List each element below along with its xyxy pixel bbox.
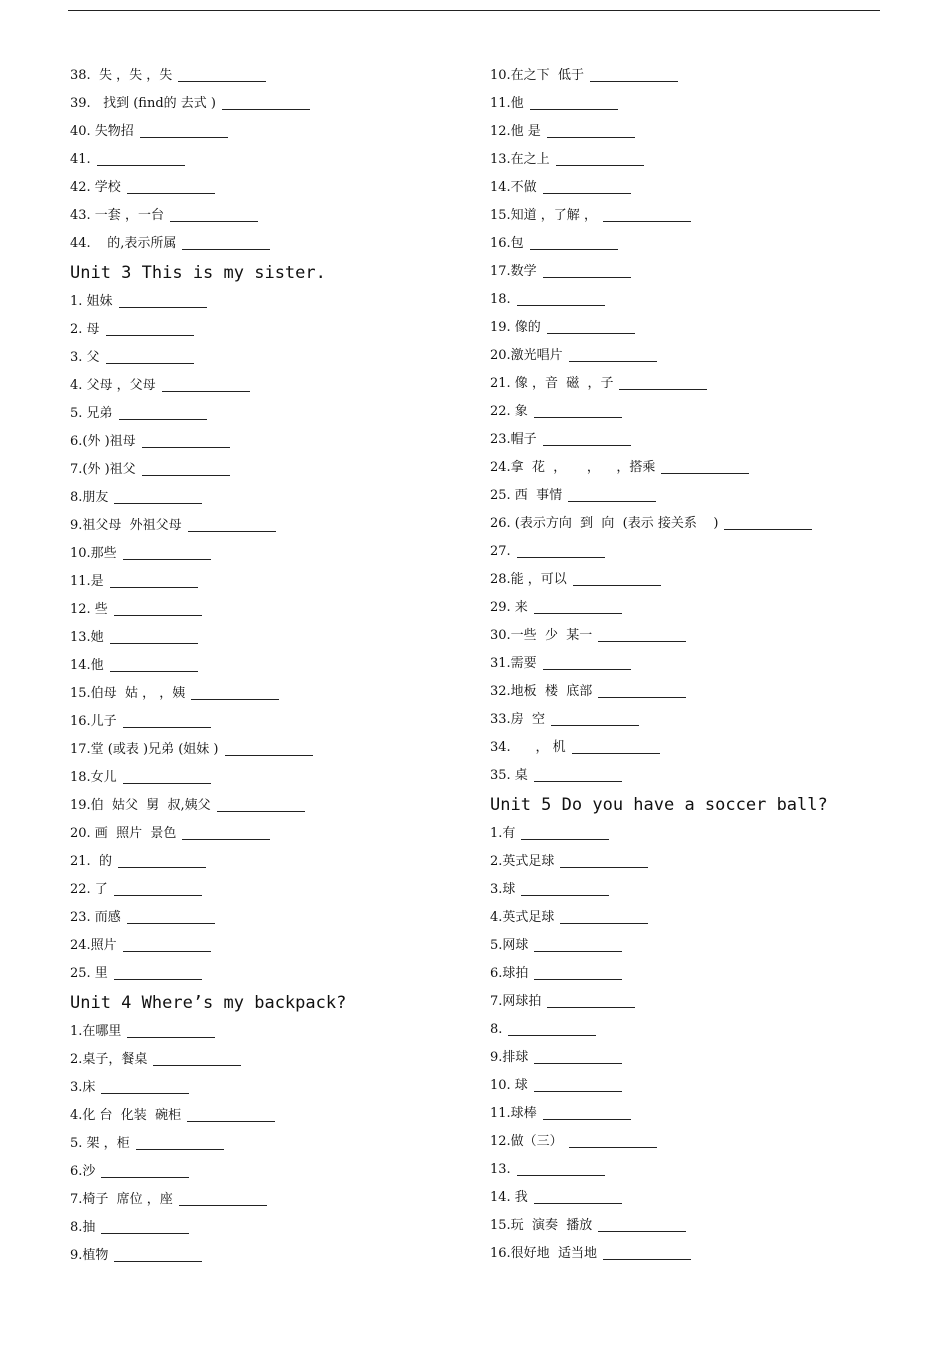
answer-blank[interactable]: [222, 109, 310, 110]
answer-blank[interactable]: [590, 81, 678, 82]
vocab-item: [490, 398, 910, 426]
answer-blank[interactable]: [556, 165, 644, 166]
answer-blank[interactable]: [534, 1091, 622, 1092]
answer-blank[interactable]: [114, 895, 202, 896]
answer-blank[interactable]: [140, 137, 228, 138]
vocab-item: [490, 146, 910, 174]
vocab-prompt: 11.球棒: [490, 1106, 537, 1121]
answer-blank[interactable]: [661, 473, 749, 474]
vocab-prompt: 8.抽: [70, 1220, 96, 1235]
vocab-prompt: 3.床: [70, 1080, 96, 1095]
answer-blank[interactable]: [114, 615, 202, 616]
answer-blank[interactable]: [543, 445, 631, 446]
vocab-prompt: 2. 母: [70, 322, 100, 337]
vocab-prompt: 6.球拍: [490, 966, 529, 981]
vocab-item: [490, 678, 910, 706]
answer-blank[interactable]: [123, 783, 211, 784]
vocab-prompt: 12.做（三）: [490, 1134, 563, 1149]
vocab-item: [490, 1212, 910, 1240]
vocab-item: [490, 762, 910, 790]
answer-blank[interactable]: [517, 557, 605, 558]
vocab-prompt: 1. 姐妹: [70, 294, 113, 309]
vocab-item: [490, 174, 910, 202]
vocab-prompt: 9.排球: [490, 1050, 529, 1065]
vocab-prompt: 23.帽子: [490, 432, 537, 447]
answer-blank[interactable]: [508, 1035, 596, 1036]
vocab-prompt: 16.包: [490, 236, 524, 251]
vocab-item: [70, 1186, 470, 1214]
vocab-item: [490, 734, 910, 762]
answer-blank[interactable]: [136, 1149, 224, 1150]
vocab-prompt: 16.儿子: [70, 714, 117, 729]
vocab-item: [70, 1046, 470, 1074]
vocab-item: [70, 400, 470, 428]
vocab-item: [70, 230, 470, 258]
vocab-item: [70, 1158, 470, 1186]
vocab-item: [490, 1128, 910, 1156]
vocab-prompt: 23. 而感: [70, 910, 121, 925]
vocab-prompt: 22. 了: [70, 882, 108, 897]
answer-blank[interactable]: [569, 361, 657, 362]
vocab-item: [490, 510, 910, 538]
vocab-item: [70, 876, 470, 904]
vocab-item: [490, 90, 910, 118]
vocab-prompt: 3. 父: [70, 350, 100, 365]
answer-blank[interactable]: [573, 585, 661, 586]
vocab-item: [70, 1018, 470, 1046]
vocab-prompt: 7.椅子 席位 ，座: [70, 1192, 173, 1207]
answer-blank[interactable]: [188, 531, 276, 532]
vocab-item: [490, 904, 910, 932]
vocab-prompt: 35. 桌: [490, 768, 528, 783]
vocab-prompt: 29. 来: [490, 600, 528, 615]
vocab-item: [490, 1240, 910, 1268]
vocab-prompt: 20.激光唱片: [490, 348, 563, 363]
vocab-prompt: 1.在哪里: [70, 1024, 122, 1039]
answer-blank[interactable]: [114, 979, 202, 980]
answer-blank[interactable]: [142, 447, 230, 448]
vocab-prompt: 10.那些: [70, 546, 117, 561]
vocab-prompt: 14.他: [70, 658, 104, 673]
vocab-prompt: 7.网球拍: [490, 994, 542, 1009]
vocab-item: [490, 1072, 910, 1100]
answer-blank[interactable]: [603, 221, 691, 222]
vocab-prompt: 24.照片: [70, 938, 117, 953]
answer-blank[interactable]: [547, 1007, 635, 1008]
vocab-prompt: 19.伯 姑父 舅 叔,姨父: [70, 798, 211, 813]
vocab-item: [490, 1044, 910, 1072]
vocab-item: [490, 230, 910, 258]
vocab-prompt: 39. 找到 (find的 去式 ): [70, 96, 216, 111]
answer-blank[interactable]: [101, 1177, 189, 1178]
vocab-prompt: 14. 我: [490, 1190, 528, 1205]
answer-blank[interactable]: [598, 697, 686, 698]
vocab-item: [70, 288, 470, 316]
answer-blank[interactable]: [534, 1203, 622, 1204]
vocab-item: [490, 454, 910, 482]
vocab-item: [490, 426, 910, 454]
vocab-prompt: 31.需要: [490, 656, 537, 671]
vocab-item: [490, 258, 910, 286]
left-column: [70, 62, 470, 1270]
answer-blank[interactable]: [118, 867, 206, 868]
answer-blank[interactable]: [530, 109, 618, 110]
vocab-item: [490, 820, 910, 848]
vocab-prompt: 2.英式足球: [490, 854, 555, 869]
vocab-prompt: 12. 些: [70, 602, 108, 617]
vocab-prompt: 8.: [490, 1022, 503, 1037]
vocab-item: [490, 988, 910, 1016]
vocab-prompt: 42. 学校: [70, 180, 121, 195]
vocab-item: [490, 566, 910, 594]
vocab-item: [70, 792, 470, 820]
vocab-item: [70, 1102, 470, 1130]
answer-blank[interactable]: [534, 781, 622, 782]
vocab-prompt: 28.能 ，可以: [490, 572, 567, 587]
vocab-prompt: 15.知道 ，了解 ，: [490, 208, 597, 223]
vocab-prompt: 4. 父母 ，父母: [70, 378, 156, 393]
vocab-prompt: 13.: [490, 1162, 511, 1177]
vocab-prompt: 3.球: [490, 882, 516, 897]
vocab-item: [490, 848, 910, 876]
answer-blank[interactable]: [123, 559, 211, 560]
vocab-item: [70, 1214, 470, 1242]
answer-blank[interactable]: [127, 923, 215, 924]
answer-blank[interactable]: [547, 333, 635, 334]
vocab-item: [490, 286, 910, 314]
unit-heading: Unit 5 Do you have a soccer ball?: [490, 795, 828, 815]
vocab-item: [70, 764, 470, 792]
answer-blank[interactable]: [543, 193, 631, 194]
answer-blank[interactable]: [110, 643, 198, 644]
vocab-prompt: 18.: [490, 292, 511, 307]
vocab-prompt: 24.拿 花 ， ， ，搭乘: [490, 460, 656, 475]
vocab-prompt: 13.在之上: [490, 152, 550, 167]
vocab-item: [70, 512, 470, 540]
answer-blank[interactable]: [603, 1259, 691, 1260]
vocab-item: [70, 316, 470, 344]
answer-blank[interactable]: [101, 1233, 189, 1234]
vocab-item: [70, 960, 470, 988]
answer-blank[interactable]: [123, 727, 211, 728]
vocab-prompt: 14.不做: [490, 180, 537, 195]
vocab-prompt: 26. (表示方向 到 向 (表示 接关系 ): [490, 516, 719, 531]
answer-blank[interactable]: [170, 221, 258, 222]
vocab-prompt: 30.一些 少 某一: [490, 628, 593, 643]
right-column: [490, 62, 910, 1268]
vocab-prompt: 34. ， 机: [490, 740, 566, 755]
vocab-item: [490, 960, 910, 988]
answer-blank[interactable]: [182, 839, 270, 840]
vocab-item: [490, 1156, 910, 1184]
vocab-prompt: 12.他 是: [490, 124, 541, 139]
vocab-prompt: 6.沙: [70, 1164, 96, 1179]
vocab-item: [70, 680, 470, 708]
unit-heading: Unit 4 Where’s my backpack?: [70, 993, 347, 1013]
vocab-prompt: 25. 西 事情: [490, 488, 563, 503]
top-rule: [68, 10, 880, 11]
answer-blank[interactable]: [547, 137, 635, 138]
answer-blank[interactable]: [142, 475, 230, 476]
vocab-prompt: 4.化 台 化装 碗柜: [70, 1108, 182, 1123]
answer-blank[interactable]: [114, 1261, 202, 1262]
vocab-item: [490, 314, 910, 342]
vocab-prompt: 40. 失物招: [70, 124, 134, 139]
vocab-item: [490, 706, 910, 734]
answer-blank[interactable]: [543, 1119, 631, 1120]
vocab-item: [70, 596, 470, 624]
vocab-item: [70, 904, 470, 932]
vocab-item: [70, 736, 470, 764]
vocab-item: [490, 342, 910, 370]
answer-blank[interactable]: [534, 951, 622, 952]
vocab-item: [70, 202, 470, 230]
unit-heading: Unit 3 This is my sister.: [70, 263, 326, 283]
vocab-prompt: 20. 画 照片 景色: [70, 826, 177, 841]
vocab-item: [490, 1100, 910, 1128]
vocab-item: [70, 1130, 470, 1158]
vocab-prompt: 27.: [490, 544, 511, 559]
vocab-prompt: 33.房 空: [490, 712, 545, 727]
vocab-item: [490, 876, 910, 904]
vocab-prompt: 4.英式足球: [490, 910, 555, 925]
vocab-prompt: 6.(外 )祖母: [70, 434, 136, 449]
answer-blank[interactable]: [110, 671, 198, 672]
vocab-item: [70, 624, 470, 652]
answer-blank[interactable]: [106, 363, 194, 364]
answer-blank[interactable]: [534, 417, 622, 418]
answer-blank[interactable]: [560, 923, 648, 924]
vocab-item: [70, 1242, 470, 1270]
answer-blank[interactable]: [101, 1093, 189, 1094]
vocab-item: [70, 344, 470, 372]
answer-blank[interactable]: [619, 389, 707, 390]
answer-blank[interactable]: [569, 1147, 657, 1148]
vocab-prompt: 11.是: [70, 574, 104, 589]
answer-blank[interactable]: [568, 501, 656, 502]
vocab-prompt: 38. 失 ，失 ，失: [70, 68, 173, 83]
vocab-item: [70, 90, 470, 118]
answer-blank[interactable]: [182, 249, 270, 250]
vocab-prompt: 21. 的: [70, 854, 112, 869]
vocab-prompt: 13.她: [70, 630, 104, 645]
vocab-item: [70, 848, 470, 876]
vocab-item: [70, 428, 470, 456]
answer-blank[interactable]: [521, 839, 609, 840]
vocab-prompt: 1.有: [490, 826, 516, 841]
vocab-item: [70, 174, 470, 202]
vocab-prompt: 19. 像的: [490, 320, 541, 335]
answer-blank[interactable]: [153, 1065, 241, 1066]
vocab-item: [490, 594, 910, 622]
answer-blank[interactable]: [106, 335, 194, 336]
vocab-item: [70, 820, 470, 848]
vocab-prompt: 41.: [70, 152, 91, 167]
vocab-item: [70, 456, 470, 484]
vocab-item: [490, 202, 910, 230]
answer-blank[interactable]: [543, 669, 631, 670]
answer-blank[interactable]: [123, 951, 211, 952]
vocab-prompt: 17.数学: [490, 264, 537, 279]
vocab-item: [70, 708, 470, 736]
vocab-prompt: 44. 的,表示所属: [70, 236, 177, 251]
vocab-item: [490, 1016, 910, 1044]
vocab-prompt: 15.玩 演奏 播放: [490, 1218, 593, 1233]
answer-blank[interactable]: [127, 1037, 215, 1038]
vocab-prompt: 10. 球: [490, 1078, 528, 1093]
vocab-item: [490, 62, 910, 90]
vocab-prompt: 10.在之下 低于: [490, 68, 584, 83]
answer-blank[interactable]: [598, 1231, 686, 1232]
vocab-item: [70, 146, 470, 174]
vocab-item: [70, 652, 470, 680]
vocab-item: [490, 932, 910, 960]
answer-blank[interactable]: [119, 307, 207, 308]
vocab-prompt: 9.植物: [70, 1248, 109, 1263]
vocab-item: [70, 568, 470, 596]
answer-blank[interactable]: [551, 725, 639, 726]
vocab-item: [490, 118, 910, 146]
answer-blank[interactable]: [110, 587, 198, 588]
vocab-item: [70, 540, 470, 568]
vocab-item: [70, 62, 470, 90]
vocab-prompt: 5. 兄弟: [70, 406, 113, 421]
answer-blank[interactable]: [179, 1205, 267, 1206]
vocab-item: [490, 370, 910, 398]
vocab-item: [490, 650, 910, 678]
vocab-prompt: 18.女儿: [70, 770, 117, 785]
answer-blank[interactable]: [517, 305, 605, 306]
answer-blank[interactable]: [119, 419, 207, 420]
vocab-prompt: 9.祖父母 外祖父母: [70, 518, 182, 533]
answer-blank[interactable]: [572, 753, 660, 754]
vocab-prompt: 16.很好地 适当地: [490, 1246, 597, 1261]
vocab-prompt: 25. 里: [70, 966, 108, 981]
vocab-prompt: 43. 一套 ，一台: [70, 208, 164, 223]
answer-blank[interactable]: [178, 81, 266, 82]
vocab-prompt: 11.他: [490, 96, 524, 111]
answer-blank[interactable]: [114, 503, 202, 504]
vocab-item: [70, 484, 470, 512]
vocab-item: [70, 372, 470, 400]
vocab-item: [70, 1074, 470, 1102]
answer-blank[interactable]: [534, 979, 622, 980]
vocab-item: [490, 1184, 910, 1212]
answer-blank[interactable]: [187, 1121, 275, 1122]
vocab-prompt: 8.朋友: [70, 490, 109, 505]
vocab-prompt: 7.(外 )祖父: [70, 462, 136, 477]
vocab-item: [70, 118, 470, 146]
vocab-prompt: 2.桌子，餐桌: [70, 1052, 148, 1067]
vocab-prompt: 5.网球: [490, 938, 529, 953]
answer-blank[interactable]: [225, 755, 313, 756]
answer-blank[interactable]: [598, 641, 686, 642]
answer-blank[interactable]: [127, 193, 215, 194]
answer-blank[interactable]: [191, 699, 279, 700]
vocab-prompt: 5. 架 ，柜: [70, 1136, 130, 1151]
vocab-prompt: 22. 象: [490, 404, 528, 419]
answer-blank[interactable]: [560, 867, 648, 868]
vocab-prompt: 15.伯母 姑 ， ，姨: [70, 686, 186, 701]
vocab-prompt: 17.堂 (或表 )兄弟 (姐妹 ): [70, 742, 219, 757]
answer-blank[interactable]: [517, 1175, 605, 1176]
answer-blank[interactable]: [217, 811, 305, 812]
vocab-prompt: 32.地板 楼 底部: [490, 684, 593, 699]
answer-blank[interactable]: [521, 895, 609, 896]
vocab-item: [490, 482, 910, 510]
vocab-item: [490, 622, 910, 650]
vocab-item: [490, 538, 910, 566]
answer-blank[interactable]: [534, 613, 622, 614]
answer-blank[interactable]: [543, 277, 631, 278]
vocab-prompt: 21. 像 ，音 磁 ，子: [490, 376, 614, 391]
vocab-item: [70, 932, 470, 960]
answer-blank[interactable]: [97, 165, 185, 166]
answer-blank[interactable]: [534, 1063, 622, 1064]
answer-blank[interactable]: [724, 529, 812, 530]
answer-blank[interactable]: [162, 391, 250, 392]
answer-blank[interactable]: [530, 249, 618, 250]
